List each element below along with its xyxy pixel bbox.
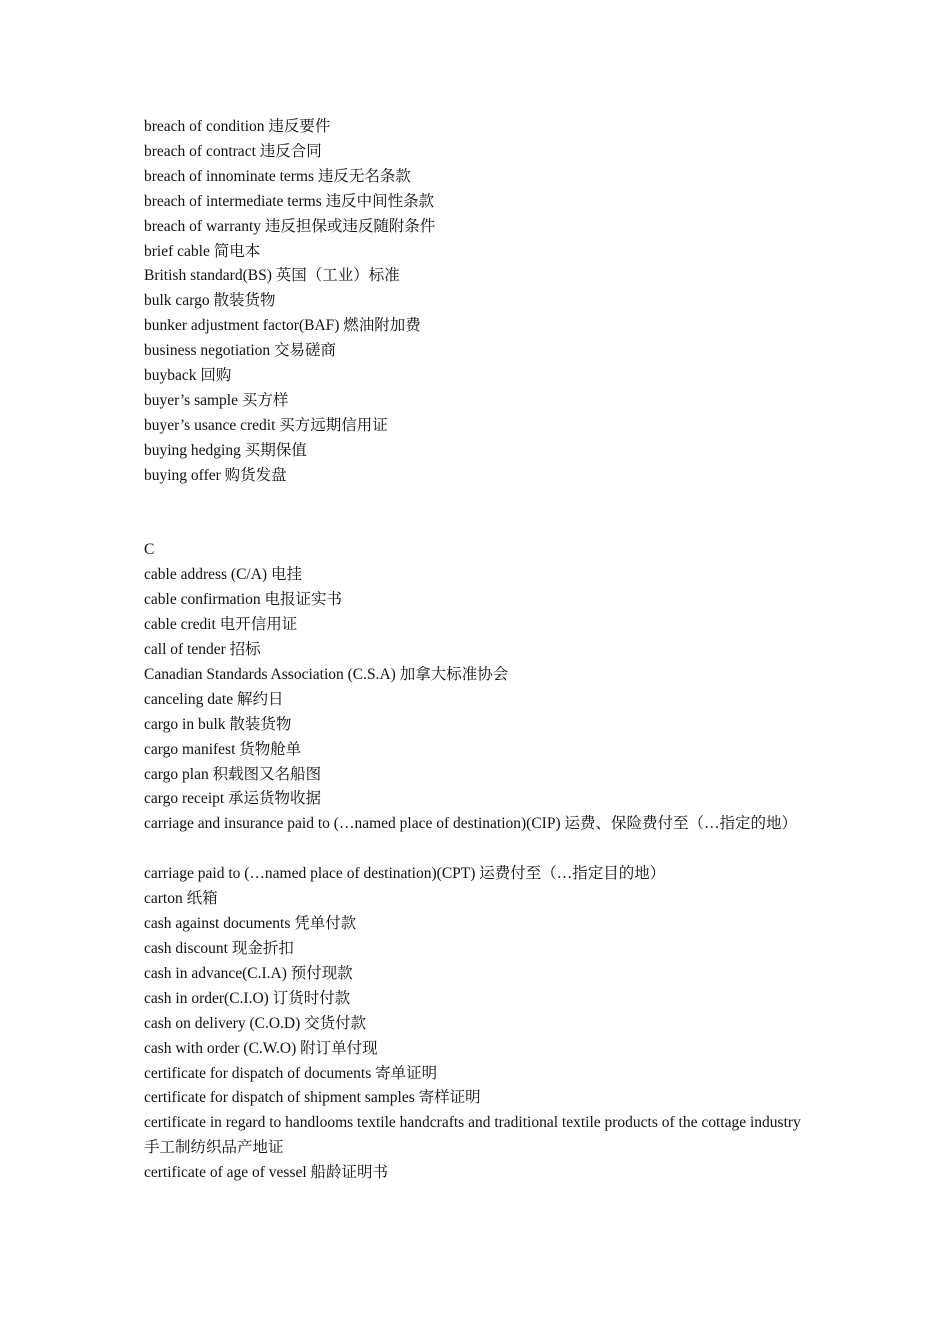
glossary-entry: buyer’s sample 买方样 xyxy=(144,391,289,409)
glossary-entry: cash discount 现金折扣 xyxy=(144,939,294,957)
glossary-entry: certificate for dispatch of documents 寄单证明 xyxy=(144,1064,438,1082)
glossary-entry: cargo receipt 承运货物收据 xyxy=(144,790,322,808)
glossary-entry: cable confirmation 电报证实书 xyxy=(144,591,343,609)
glossary-entry: cargo manifest 货物舱单 xyxy=(144,740,302,758)
section-c-entries-part1 xyxy=(144,563,814,837)
glossary-entry: carriage paid to (…named place of destination)(CPT) 运费付至（…指定目的地） xyxy=(144,865,666,883)
glossary-entry: cargo plan 积载图又名船图 xyxy=(144,765,322,783)
glossary-entry: cash on delivery (C.O.D) 交货付款 xyxy=(144,1014,367,1032)
glossary-entry: British standard(BS) 英国（工业）标准 xyxy=(144,267,400,285)
section-c-entries-part2 xyxy=(144,862,814,1186)
glossary-entry: Canadian Standards Association (C.S.A) 加拿大标准协会 xyxy=(144,665,509,683)
glossary-entry: breach of intermediate terms 违反中间性条款 xyxy=(144,192,435,210)
glossary-entry: cash in order(C.I.O) 订货时付款 xyxy=(144,989,351,1007)
paragraph-spacer xyxy=(144,837,814,862)
glossary-entry: carton 纸箱 xyxy=(144,890,218,908)
glossary-entry: certificate of age of vessel 船龄证明书 xyxy=(144,1164,389,1182)
glossary-entry: cash in advance(C.I.A) 预付现款 xyxy=(144,964,353,982)
document-page xyxy=(144,115,814,1186)
glossary-entry: breach of condition 违反要件 xyxy=(144,118,331,135)
glossary-entry: call of tender 招标 xyxy=(144,641,261,659)
section-b-entries xyxy=(144,115,814,489)
glossary-entry: certificate in regard to handlooms textile handcrafts and traditional textile products of the cottage industry 手工制纺织品产地证 xyxy=(144,1114,801,1157)
glossary-entry: brief cable 简电本 xyxy=(144,242,261,260)
glossary-entry: cargo in bulk 散装货物 xyxy=(144,715,292,733)
glossary-entry: cable credit 电开信用证 xyxy=(144,616,298,634)
glossary-entry: breach of contract 违反合同 xyxy=(144,142,322,160)
glossary-entry: buying offer 购货发盘 xyxy=(144,466,287,484)
glossary-entry: bulk cargo 散装货物 xyxy=(144,292,276,310)
glossary-entry: canceling date 解约日 xyxy=(144,690,284,708)
glossary-entry: cash with order (C.W.O) 附订单付现 xyxy=(144,1039,378,1057)
section-spacer xyxy=(144,489,814,539)
glossary-entry: buyer’s usance credit 买方远期信用证 xyxy=(144,416,388,434)
glossary-entry: business negotiation 交易磋商 xyxy=(144,342,337,360)
glossary-entry: cash against documents 凭单付款 xyxy=(144,915,357,933)
glossary-entry: breach of warranty 违反担保或违反随附条件 xyxy=(144,217,436,235)
glossary-entry: bunker adjustment factor(BAF) 燃油附加费 xyxy=(144,317,421,335)
glossary-entry: certificate for dispatch of shipment samples 寄样证明 xyxy=(144,1089,481,1107)
section-heading-c: C xyxy=(144,541,155,559)
glossary-entry: buyback 回购 xyxy=(144,367,232,385)
glossary-entry: breach of innominate terms 违反无名条款 xyxy=(144,167,411,185)
glossary-entry: cable address (C/A) 电挂 xyxy=(144,566,302,584)
glossary-entry: carriage and insurance paid to (…named place of destination)(CIP) 运费、保险费付至（…指定的地） xyxy=(144,815,797,833)
glossary-entry: buying hedging 买期保值 xyxy=(144,441,307,459)
